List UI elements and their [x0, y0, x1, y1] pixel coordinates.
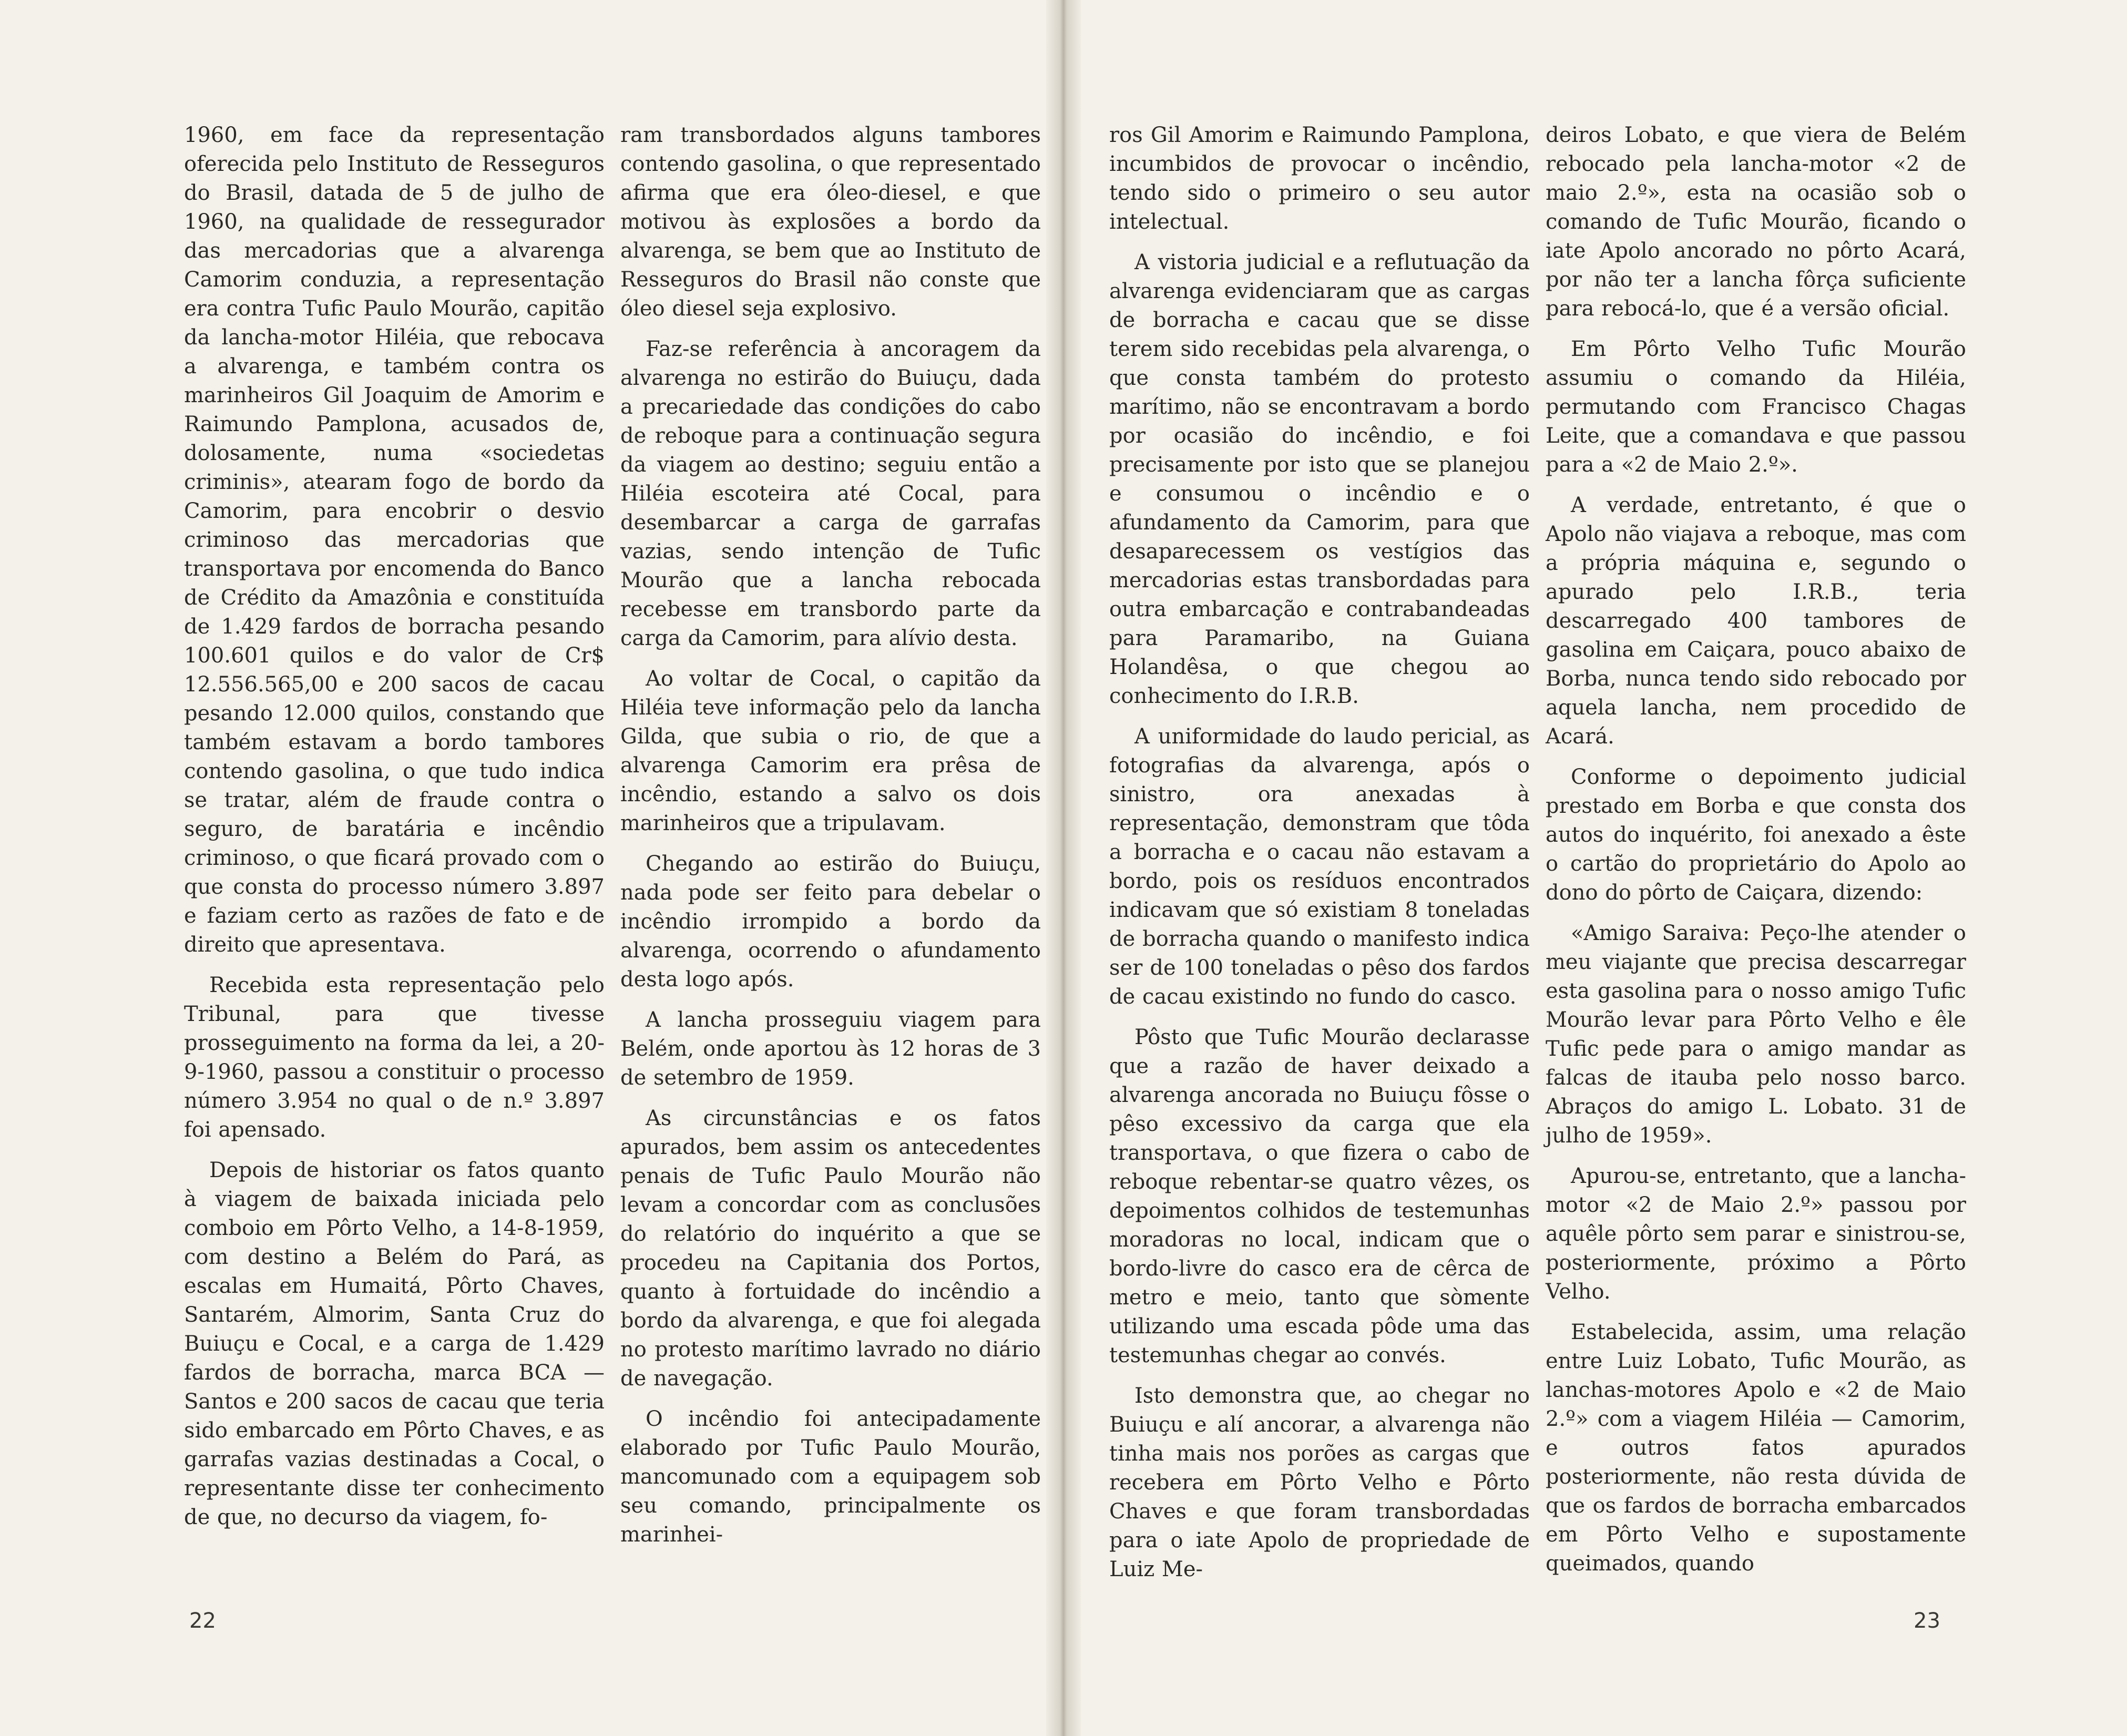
- paragraph: Apurou-se, entretanto, que a lancha-motor «2 de Maio 2.º» passou por aquêle pôrto sem parar e sinistrou-se, posteriormente, próximo a Pôrto Velho.: [1546, 1164, 1966, 1304]
- left-page-column-2: [620, 121, 1041, 1561]
- paragraph: A verdade, entretanto, é que o Apolo não viajava a reboque, mas com a própria máquina e, segundo o apurado pelo I.R.B., teria descarregado 400 tambores de gasolina em Caiçara, pouco abaixo de Borba, nunca tendo sido rebocado por aquela lancha, nem procedido de Acará.: [1546, 493, 1966, 749]
- paragraph: Em Pôrto Velho Tufic Mourão assumiu o comando da Hiléia, permutando com Francisco Chagas Leite, que a comandava e que passou para a «2 de Maio 2.º».: [1546, 337, 1966, 477]
- paragraph: Conforme o depoimento judicial prestado em Borba e que consta dos autos do inquérito, foi anexado a êste o cartão do proprietário do Apolo ao dono do pôrto de Caiçara, dizendo:: [1546, 765, 1966, 905]
- paragraph: Isto demonstra que, ao chegar no Buiuçu e alí ancorar, a alvarenga não tinha mais nos porões as cargas que recebera em Pôrto Velho e Pôrto Chaves e que foram transbordadas para o iate Apolo de propriedade de Luiz Me-: [1109, 1384, 1530, 1581]
- paragraph: ros Gil Amorim e Raimundo Pamplona, incumbidos de provocar o incêndio, tendo sido o primeiro o seu autor intelectual.: [1109, 123, 1530, 234]
- page-number-right: 23: [1914, 1609, 1940, 1633]
- paragraph: Chegando ao estirão do Buiuçu, nada pode ser feito para debelar o incêndio irrompido a bordo da alvarenga, ocorrendo o afundamento desta logo após.: [620, 852, 1041, 992]
- right-page-column-2: [1546, 121, 1966, 1590]
- left-page-column-1: [184, 121, 605, 1544]
- paragraph: «Amigo Saraiva: Peço-lhe atender o meu viajante que precisa descarregar esta gasolina para o nosso amigo Tufic Mourão levar para Pôrto Velho e êle Tufic pede para o amigo mandar as falcas de itauba pelo nosso barco. Abraços do amigo L. Lobato. 31 de julho de 1959».: [1546, 921, 1966, 1148]
- paragraph: ram transbordados alguns tambores contendo gasolina, o que representado afirma que era óleo-diesel, e que motivou às explosões a bordo da alvarenga, se bem que ao Instituto de Resseguros do Brasil não conste que óleo diesel seja explosivo.: [620, 123, 1041, 321]
- paragraph: Faz-se referência à ancoragem da alvarenga no estirão do Buiuçu, dada a precariedade das condições do cabo de reboque para a continuação segura da viagem ao destino; seguiu então a Hiléia escoteira até Cocal, para desembarcar a carga de garrafas vazias, sendo intenção de Tufic Mourão que a lancha rebocada recebesse em transbordo parte da carga da Camorim, para alívio desta.: [620, 337, 1041, 650]
- book-gutter: [1046, 0, 1081, 1736]
- paragraph: A vistoria judicial e a reflutuação da alvarenga evidenciaram que as cargas de borracha e cacau que se disse terem sido recebidas pela alvarenga, o que consta também do protesto marítimo, não se encontravam a bordo por ocasião do incêndio, e foi precisamente por isto que se planejou e consumou o incêndio e o afundamento da Camorim, para que desaparecessem os vestígios das mercadorias estas transbordadas para outra embarcação e contrabandeadas para Paramaribo, na Guiana Holandêsa, o que chegou ao conhecimento do I.R.B.: [1109, 250, 1530, 708]
- left-page: [0, 0, 1057, 1736]
- paragraph: A lancha prosseguiu viagem para Belém, onde aportou às 12 horas de 3 de setembro de 1959.: [620, 1008, 1041, 1090]
- right-page-column-1: [1109, 121, 1530, 1596]
- paragraph: A uniformidade do laudo pericial, as fotografias da alvarenga, após o sinistro, ora anexadas à representação, demonstram que tôda a borracha e o cacau não estavam a bordo, pois os resíduos encontrados indicavam que só existiam 8 toneladas de borracha quando o manifesto indica ser de 100 toneladas o pêso dos fardos de cacau existindo no fundo do casco.: [1109, 724, 1530, 1009]
- paragraph: Depois de historiar os fatos quanto à viagem de baixada iniciada pelo comboio em Pôrto Velho, a 14-8-1959, com destino a Belém do Pará, as escalas em Humaitá, Pôrto Chaves, Santarém, Almorim, Santa Cruz do Buiuçu e Cocal, e a carga de 1.429 fardos de borracha, marca BCA — Santos e 200 sacos de cacau que teria sido embarcado em Pôrto Chaves, e as garrafas vazias destinadas a Cocal, o representante disse ter conhecimento de que, no decurso da viagem, fo-: [184, 1158, 605, 1529]
- paragraph: Pôsto que Tufic Mourão declarasse que a razão de haver deixado a alvarenga ancorada no Buiuçu fôsse o pêso excessivo da carga que ela transportava, o que fizera o cabo de reboque rebentar-se quatro vêzes, os depoimentos colhidos de testemunhas moradoras no local, indicam que o bordo-livre do casco era de cêrca de metro e meio, tanto que sòmente utilizando uma escada pôde uma das testemunhas chegar ao convés.: [1109, 1025, 1530, 1367]
- paragraph: Recebida esta representação pelo Tribunal, para que tivesse prosseguimento na forma da lei, a 20-9-1960, passou a constituir o processo número 3.954 no qual o de n.º 3.897 foi apensado.: [184, 973, 605, 1142]
- paragraph: deiros Lobato, e que viera de Belém rebocado pela lancha-motor «2 de maio 2.º», esta na ocasião sob o comando de Tufic Mourão, ficando o iate Apolo ancorado no pôrto Acará, por não ter a lancha fôrça suficiente para rebocá-lo, que é a versão oficial.: [1546, 123, 1966, 321]
- paragraph: Ao voltar de Cocal, o capitão da Hiléia teve informação pelo da lancha Gilda, que subia o rio, de que a alvarenga Camorim era prêsa de incêndio, estando a salvo os dois marinheiros que a tripulavam.: [620, 667, 1041, 835]
- paragraph: 1960, em face da representação oferecida pelo Instituto de Resseguros do Brasil, datada de 5 de julho de 1960, na qualidade de ressegurador das mercadorias que a alvarenga Camorim conduzia, a representação era contra Tufic Paulo Mourão, capitão da lancha-motor Hiléia, que rebocava a alvarenga, e também contra os marinheiros Gil Joaquim de Amorim e Raimundo Pamplona, acusados de, dolosamente, numa «sociedetas criminis», atearam fogo de bordo da Camorim, para encobrir o desvio criminoso das mercadorias que transportava por encomenda do Banco de Crédito da Amazônia e constituída de 1.429 fardos de borracha pesando 100.601 quilos e do valor de Cr$ 12.556.565,00 e 200 sacos de cacau pesando 12.000 quilos, constando que também estavam a bordo tambores contendo gasolina, o que tudo indica se tratar, além de fraude contra o seguro, de baratária e incêndio criminoso, o que ficará provado com o que consta do processo número 3.897 e faziam certo as razões de fato e de direito que apresentava.: [184, 123, 605, 957]
- paragraph: As circunstâncias e os fatos apurados, bem assim os antecedentes penais de Tufic Paulo Mourão não levam a concordar com as conclusões do relatório do inquérito a que se procedeu na Capitania dos Portos, quanto à fortuidade do incêndio a bordo da alvarenga, e que foi alegada no protesto marítimo lavrado no diário de navegação.: [620, 1106, 1041, 1391]
- paragraph: O incêndio foi antecipadamente elaborado por Tufic Paulo Mourão, mancomunado com a equipagem sob seu comando, principalmente os marinhei-: [620, 1407, 1041, 1547]
- paragraph: Estabelecida, assim, uma relação entre Luiz Lobato, Tufic Mourão, as lanchas-motores Apolo e «2 de Maio 2.º» com a viagem Hiléia — Camorim, e outros fatos apurados posteriormente, não resta dúvida de que os fardos de borracha embarcados em Pôrto Velho e supostamente queimados, quando: [1546, 1320, 1966, 1576]
- page-number-left: 22: [189, 1609, 216, 1633]
